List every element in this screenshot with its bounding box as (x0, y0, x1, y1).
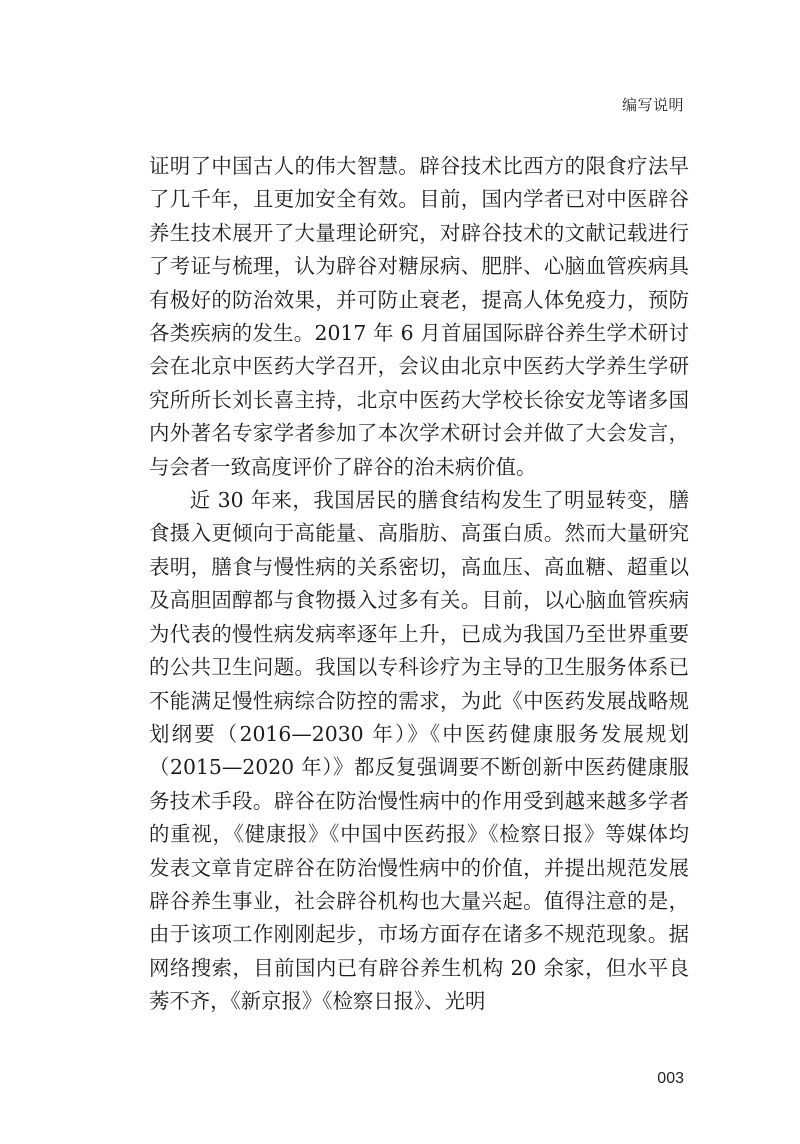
paragraph: 证明了中国古人的伟大智慧。辟谷技术比西方的限食疗法早了几千年，且更加安全有效。目前，国内学者已对中医辟谷养生技术展开了大量理论研究，对辟谷技术的文献记载进行了考证与梳理，认为辟谷对糖尿病、肥胖、心脑血管疾病具有极好的防治效果，并可防止衰老，提高人体免疫力，预防各类疾病的发生。2017 年 6 月首届国际辟谷养生学术研讨会在北京中医药大学召开，会议由北京中医药大学养生学研究所所长刘长喜主持，北京中医药大学校长徐安龙等诸多国内外著名专家学者参加了本次学术研讨会并做了大会发言，与会者一致高度评价了辟谷的治未病价值。 (149, 154, 689, 479)
paragraph: 近 30 年来，我国居民的膳食结构发生了明显转变，膳食摄入更倾向于高能量、高脂肪、高蛋白质。然而大量研究表明，膳食与慢性病的关系密切，高血压、高血糖、超重以及高胆固醇都与食物摄入过多有关。目前，以心脑血管疾病为代表的慢性病发病率逐年上升，已成为我国乃至世界重要的公共卫生问题。我国以专科诊疗为主导的卫生服务体系已不能满足慢性病综合防控的需求，为此《中医药发展战略规划纲要（2016—2030 年）》《中医药健康服务发展规划（2015—2020 年）》都反复强调要不断创新中医药健康服务技术手段。辟谷在防治慢性病中的作用受到越来越多学者的重视，《健康报》《中国中医药报》《检察日报》等媒体均发表文章肯定辟谷在防治慢性病中的价值，并提出规范发展辟谷养生事业，社会辟谷机构也大量兴起。值得注意的是，由于该项工作刚刚起步，市场方面存在诸多不规范现象。据网络搜索，目前国内已有辟谷养生机构 20 余家，但水平良莠不齐，《新京报》《检察日报》、光明 (149, 488, 689, 1014)
page-number: 003 (657, 1070, 684, 1087)
body-text (149, 150, 689, 1019)
running-header: 编写说明 (621, 96, 684, 114)
